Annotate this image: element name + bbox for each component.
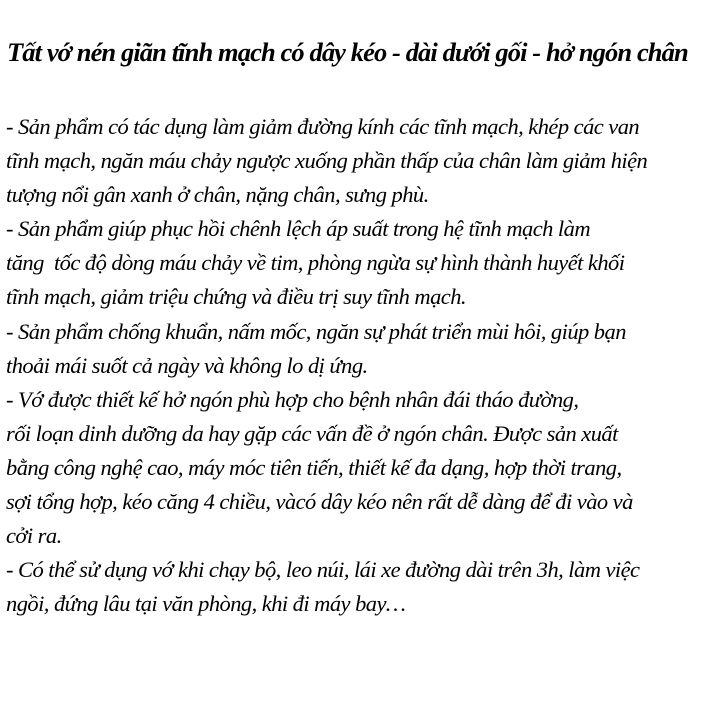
body-line: sợi tổng hợp, kéo căng 4 chiều, vàcó dây kéo nên rất dễ dàng để đi vào và bbox=[6, 489, 633, 515]
body-line: bằng công nghệ cao, máy móc tiên tiến, thiết kế đa dạng, hợp thời trang, bbox=[6, 454, 622, 480]
document-title: Tất vớ nén giãn tĩnh mạch có dây kéo - dài dưới gối - hở ngón chân bbox=[7, 37, 688, 67]
body-line: cởi ra. bbox=[6, 523, 62, 549]
body-line: tượng nổi gân xanh ở chân, nặng chân, sưng phù. bbox=[6, 182, 429, 208]
body-line: ngồi, đứng lâu tại văn phòng, khi đi máy bay… bbox=[6, 591, 406, 617]
body-line: thoải mái suốt cả ngày và không lo dị ứng. bbox=[6, 352, 368, 378]
body-line: - Vớ được thiết kế hở ngón phù hợp cho bệnh nhân đái tháo đường, bbox=[6, 386, 579, 412]
body-line: - Sản phẩm giúp phục hồi chênh lệch áp suất trong hệ tĩnh mạch làm bbox=[6, 216, 591, 242]
body-line: - Sản phẩm chống khuẩn, nấm mốc, ngăn sự phát triển mùi hôi, giúp bạn bbox=[6, 318, 626, 344]
body-line: tĩnh mạch, giảm triệu chứng và điều trị suy tĩnh mạch. bbox=[6, 284, 467, 310]
body-line: rối loạn dinh dưỡng da hay gặp các vấn đề ở ngón chân. Được sản xuất bbox=[6, 420, 618, 446]
body-line: tĩnh mạch, ngăn máu chảy ngược xuống phần thấp của chân làm giảm hiện bbox=[6, 148, 648, 174]
body-line: - Sản phẩm có tác dụng làm giảm đường kính các tĩnh mạch, khép các van bbox=[6, 114, 640, 139]
body-line: tăng tốc độ dòng máu chảy về tim, phòng ngừa sự hình thành huyết khối bbox=[6, 250, 625, 276]
body-line: - Có thể sử dụng vớ khi chạy bộ, leo núi, lái xe đường dài trên 3h, làm việc bbox=[6, 557, 640, 583]
document-body bbox=[6, 110, 718, 621]
